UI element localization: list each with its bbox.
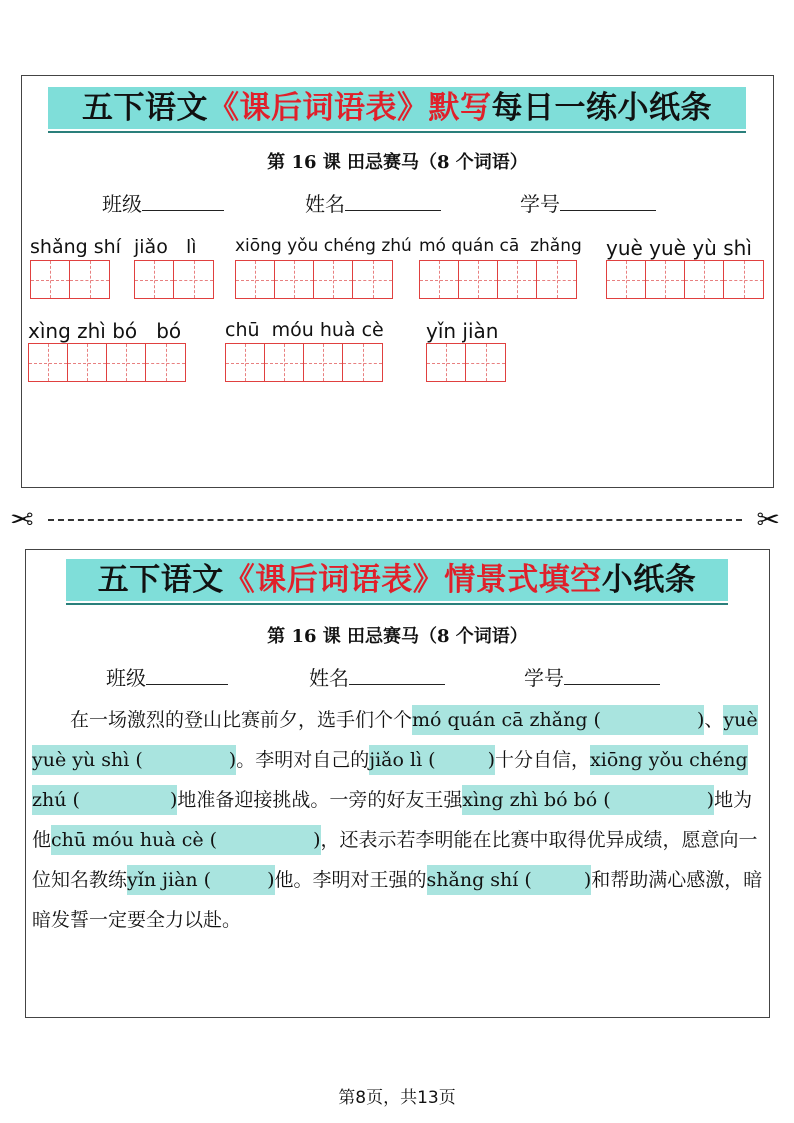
writing-grid[interactable] [606, 260, 764, 299]
writing-grid[interactable] [28, 343, 186, 382]
top-card: 五下语文《课后词语表》默写每日一练小纸条 第 16 课 田忌赛马（8 个词语） 班级 姓名 学号 shǎng shí jiǎo lì xiōng yǒu chéng zhú mó quán cā zhǎng yuè yuè yù shì xìng zhì bó bó chū móu huà cè yǐn jiàn [21, 75, 774, 488]
writing-grid[interactable] [134, 260, 214, 299]
bottom-name-field[interactable]: 姓名 [309, 662, 445, 691]
writing-grid[interactable] [419, 260, 577, 299]
writing-grid[interactable] [30, 260, 110, 299]
blank-5[interactable]: xìng zhì bó bó ( ) [462, 785, 714, 815]
bottom-title: 五下语文《课后词语表》情景式填空小纸条 [66, 559, 728, 601]
writing-grid[interactable] [426, 343, 506, 382]
top-id-field[interactable]: 学号 [520, 188, 656, 217]
page-footer: 第8页，共13页 [338, 1088, 456, 1108]
bottom-class-field[interactable]: 班级 [106, 662, 228, 691]
fill-in-paragraph: 在一场激烈的登山比赛前夕，选手们个个mó quán cā zhǎng ( )、yuè yuè yù shì ( )。李明对自己的jiǎo lì ( )十分自信，xiōng yǒu chéng zhú ( )地准备迎接挑战。一旁的好友王强xìng zhì bó bó ( )地为他chū móu huà cè ( )，还表示若李明能在比赛中取得优异成绩，愿意向一位知名教练yǐn jiàn ( )他。李明对王强的shǎng shí ( )和帮助满心感激，暗暗发誓一定要全力以赴。 [32, 700, 764, 940]
bottom-card [25, 549, 770, 1018]
blank-1[interactable]: mó quán cā zhǎng ( ) [412, 705, 704, 735]
blank-4[interactable]: xiōng yǒu chéng zhú ( ) [32, 745, 748, 815]
blank-3[interactable]: jiǎo lì ( ) [369, 745, 495, 775]
bottom-title-rule [66, 603, 728, 605]
blank-8[interactable]: shǎng shí ( ) [427, 865, 592, 895]
blank-6[interactable]: chū móu huà cè ( ) [51, 825, 321, 855]
writing-grid[interactable] [225, 343, 383, 382]
scissors-icon: ✂ [10, 503, 34, 536]
bottom-subtitle: 第 16 课 田忌赛马（8 个词语） [267, 626, 528, 647]
cut-line [10, 505, 780, 535]
blank-7[interactable]: yǐn jiàn ( ) [127, 865, 275, 895]
top-title: 五下语文《课后词语表》默写每日一练小纸条 [48, 87, 746, 129]
blank-2[interactable]: yuè yuè yù shì ( ) [32, 705, 758, 775]
top-name-field[interactable]: 姓名 [305, 188, 441, 217]
top-subtitle: 第 16 课 田忌赛马（8 个词语） [267, 152, 528, 173]
dashed-divider [48, 519, 742, 521]
bottom-id-field[interactable]: 学号 [524, 662, 660, 691]
scissors-icon: ✂ [756, 503, 780, 536]
top-class-field[interactable]: 班级 [102, 188, 224, 217]
top-title-rule [48, 131, 746, 133]
writing-grid[interactable] [235, 260, 393, 299]
